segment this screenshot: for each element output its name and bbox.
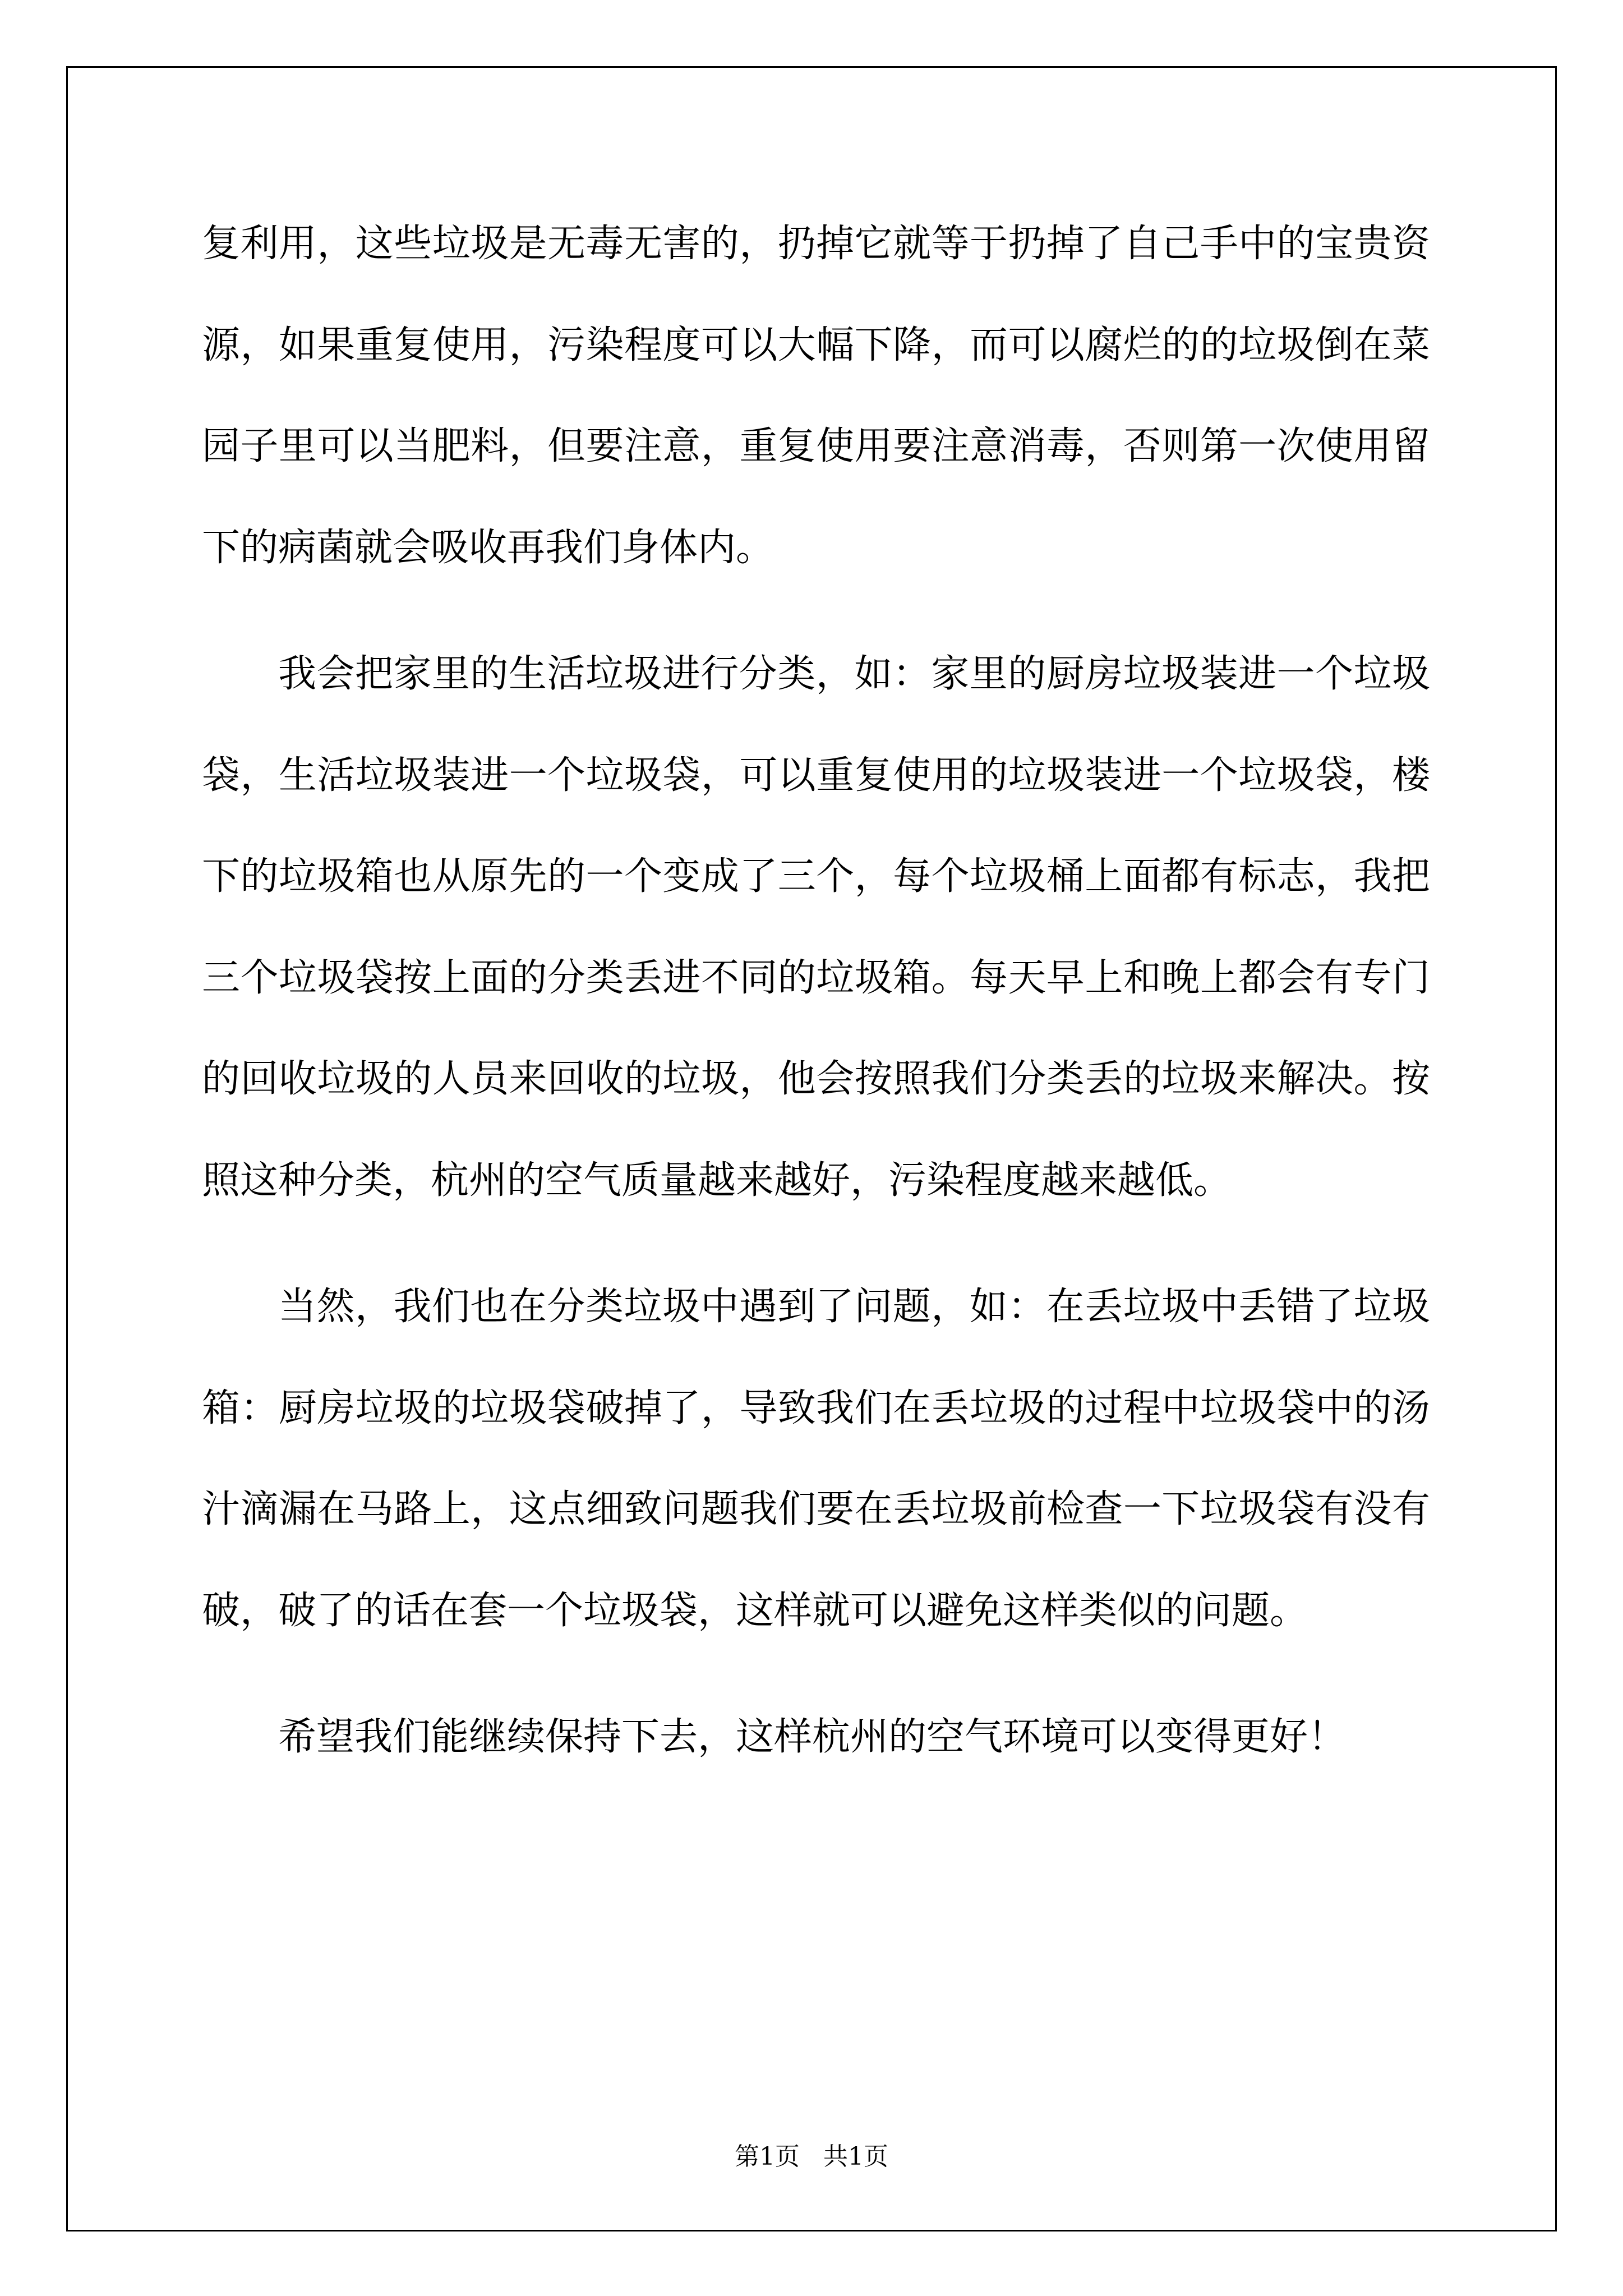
paragraph-1: 复利用，这些垃圾是无毒无害的，扔掉它就等于扔掉了自己手中的宝贵资源，如果重复使用，污染程度可以大幅下降，而可以腐烂的的垃圾倒在菜园子里可以当肥料，但要注意，重复使用要注意消毒，否则第一次使用留下的病菌就会吸收再我们身体内。 <box>202 222 1430 570</box>
document-body <box>202 194 1430 1814</box>
paragraph-4: 希望我们能继续保持下去，这样杭州的空气环境可以变得更好！ <box>278 1715 1347 1759</box>
paragraph-3: 当然，我们也在分类垃圾中遇到了问题，如：在丢垃圾中丢错了垃圾箱：厨房垃圾的垃圾袋破掉了，导致我们在丢垃圾的过程中垃圾袋中的汤汁滴漏在马路上，这点细致问题我们要在丢垃圾前检查一下垃圾袋有没有破，破了的话在套一个垃圾袋，这样就可以避免这样类似的问题。 <box>202 1285 1430 1633</box>
page-number-footer: 第1页 共1页 <box>735 2142 888 2171</box>
paragraph-2: 我会把家里的生活垃圾进行分类，如：家里的厨房垃圾装进一个垃圾袋，生活垃圾装进一个垃圾袋，可以重复使用的垃圾装进一个垃圾袋，楼下的垃圾箱也从原先的一个变成了三个，每个垃圾桶上面都有标志，我把三个垃圾袋按上面的分类丢进不同的垃圾箱。每天早上和晚上都会有专门的回收垃圾的人员来回收的垃圾，他会按照我们分类丢的垃圾来解决。按照这种分类，杭州的空气质量越来越好，污染程度越来越低。 <box>202 652 1430 1203</box>
